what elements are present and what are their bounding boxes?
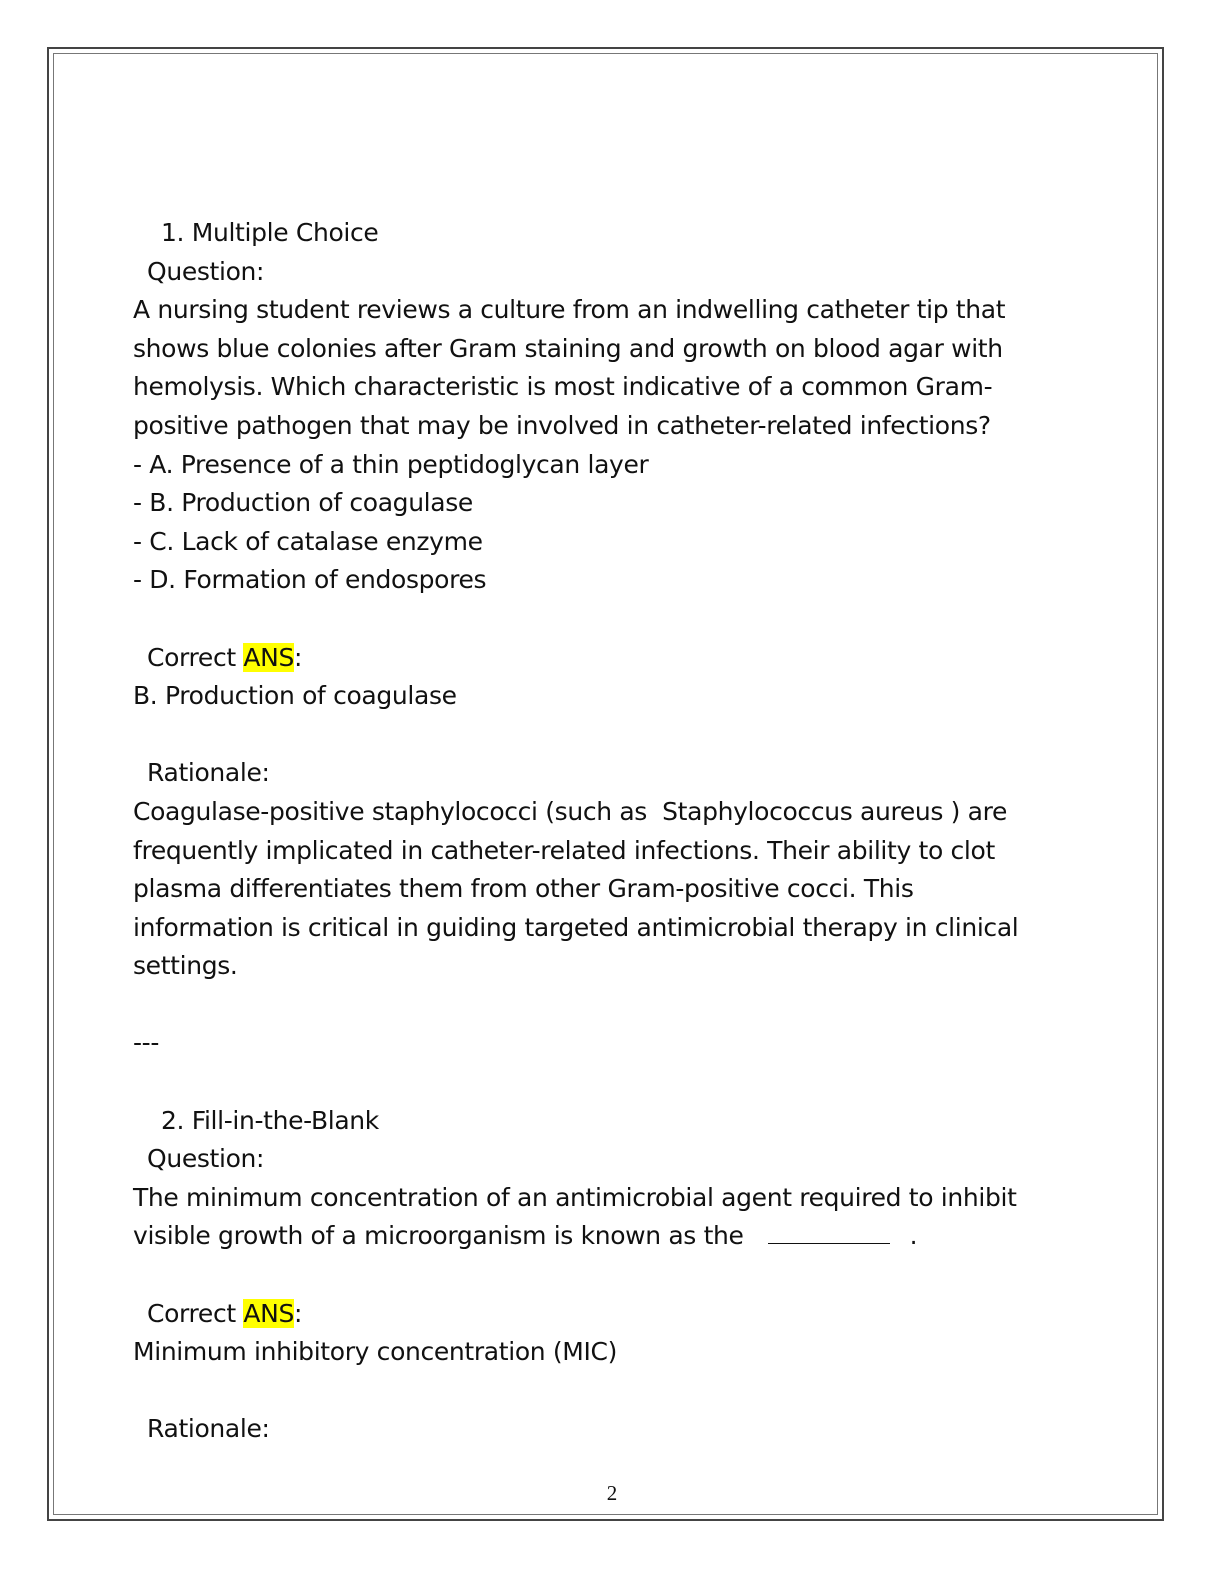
q1-question-line: A nursing student reviews a culture from an indwelling catheter tip that xyxy=(133,295,1006,325)
q2-heading: 2. Fill-in-the-Blank xyxy=(161,1105,379,1135)
q1-question-label: Question: xyxy=(147,256,265,286)
q1-heading: 1. Multiple Choice xyxy=(161,218,379,247)
q1-question-line: positive pathogen that may be involved in catheter-related infections? xyxy=(133,410,991,440)
spacer xyxy=(133,716,1093,755)
spacer xyxy=(133,600,1093,639)
answer-label-prefix: Correct xyxy=(147,1298,244,1328)
q1-option-b: - B. Production of coagulase xyxy=(133,488,473,518)
answer-label-prefix: Correct xyxy=(147,642,244,672)
fill-in-blank xyxy=(768,1221,890,1244)
q2-question-label: Question: xyxy=(147,1144,265,1174)
q1-rationale-line: Coagulase-positive staphylococci (such as Staphylococcus aureus ) are xyxy=(133,796,1008,826)
spacer xyxy=(133,1256,1093,1295)
q1-option-c: - C. Lack of catalase enzyme xyxy=(133,526,483,556)
q1-rationale-label: Rationale: xyxy=(147,758,270,788)
q2-question-text: visible growth of a microorganism is known as the xyxy=(133,1221,744,1251)
q1-question-line: hemolysis. Which characteristic is most indicative of a common Gram- xyxy=(133,372,993,402)
q2-question-end: . xyxy=(909,1221,918,1251)
document-body xyxy=(133,214,1093,1449)
q2-answer: Minimum inhibitory concentration (MIC) xyxy=(133,1337,618,1367)
spacer xyxy=(133,986,1093,1025)
answer-highlight: ANS xyxy=(243,642,295,672)
q1-option-d: - D. Formation of endospores xyxy=(133,565,487,595)
q2-question-line: The minimum concentration of an antimicrobial agent required to inhibit xyxy=(133,1182,1017,1212)
q1-answer: B. Production of coagulase xyxy=(133,681,457,711)
page-number: 2 xyxy=(606,1481,618,1505)
spacer xyxy=(133,1372,1093,1411)
q1-rationale-line: information is critical in guiding targeted antimicrobial therapy in clinical xyxy=(133,912,1019,942)
section-separator: --- xyxy=(133,1028,160,1058)
q1-rationale-line: settings. xyxy=(133,951,238,981)
q1-answer-label xyxy=(133,639,1093,678)
q2-rationale-label: Rationale: xyxy=(147,1414,270,1444)
q1-rationale-line: plasma differentiates them from other Gram-positive cocci. This xyxy=(133,874,914,904)
q2-question-line xyxy=(133,1217,1093,1256)
q2-answer-label xyxy=(133,1295,1093,1334)
q1-question-line: shows blue colonies after Gram staining and growth on blood agar with xyxy=(133,333,1003,363)
answer-label-suffix: : xyxy=(294,1298,303,1328)
spacer xyxy=(133,1063,1093,1102)
answer-highlight: ANS xyxy=(243,1298,295,1328)
answer-label-suffix: : xyxy=(294,642,303,672)
q1-option-a: - A. Presence of a thin peptidoglycan layer xyxy=(133,449,649,479)
q1-rationale-line: frequently implicated in catheter-related infections. Their ability to clot xyxy=(133,835,995,865)
